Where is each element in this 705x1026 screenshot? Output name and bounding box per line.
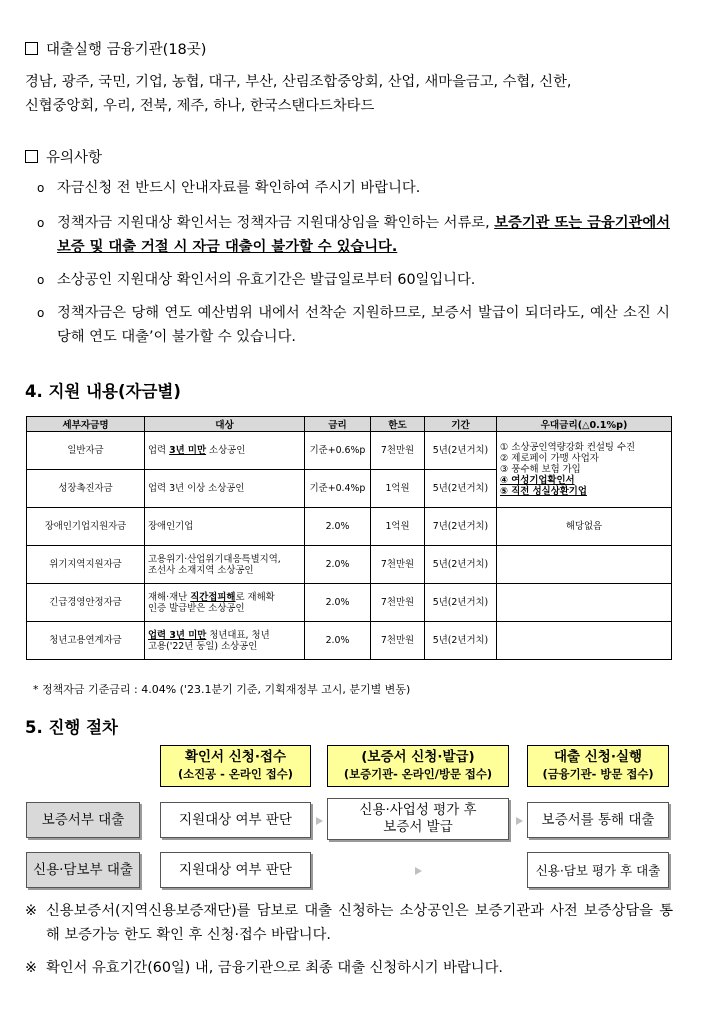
- flow-step-eligibility: 지원대상 여부 판단: [160, 852, 311, 888]
- section4-title: 4. 지원 내용(자금별): [25, 382, 181, 401]
- flow-step-credit-loan: 신용·담보 평가 후 대출: [527, 852, 669, 888]
- bullet-icon: ο: [37, 181, 45, 195]
- table-row: 성장촉진자금 업력 3년 이상 소상공인 기준+0.4%p 1억원 5년(2년거치): [27, 470, 672, 508]
- notes-heading: 유의사항: [25, 146, 102, 167]
- col-header: 세부자금명: [27, 417, 145, 432]
- preferential-rate-list: ① 소상공인역량강화 컨설팅 수진 ② 제로페이 가맹 사업자 ③ 풍수해 보험 가입 ④ 여성기업확인서 ⑤ 직전 성실상환기업: [497, 432, 672, 508]
- table-row: 위기지역지원자금 고용위기·산업위기대응특별지역, 조선사 소재지역 소상공인 2.0% 7천만원 5년(2년거치): [27, 546, 672, 584]
- table-row: 장애인기업지원자금 장애인기업 2.0% 1억원 7년(2년거치) 해당없음: [27, 508, 672, 546]
- checkbox-square-icon: [25, 42, 38, 55]
- table-row: 청년고용연계자금 업력 3년 미만 청년대표, 청년 고용('22년 동일) 소상공인 2.0% 7천만원 5년(2년거치): [27, 622, 672, 660]
- flow-label-credit-loan: 신용·담보부 대출: [26, 852, 140, 888]
- lender-list: 경남, 광주, 국민, 기업, 농협, 대구, 부산, 산림조합중앙회, 산업, 새마을금고, 수협, 신한, 신협중앙회, 우리, 전북, 제주, 하나, 한국스탠다드차타드: [25, 74, 572, 114]
- col-header: 우대금리(△0.1%p): [497, 417, 672, 432]
- note-item-2: ο 정책자금 지원대상 확인서는 정책자금 지원대상임을 확인하는 서류로, 보증기관 또는 금융기관에서 보증 및 대출 거절 시 자금 대출이 불가할 수 있습니다.: [37, 211, 670, 259]
- lenders-heading: 대출실행 금융기관(18곳): [25, 38, 206, 59]
- arrow-right-icon: [516, 817, 523, 825]
- note-item-4: ο 정책자금은 당해 연도 예산범위 내에서 선착순 지원하므로, 보증서 발급이 되더라도, 예산 소진 시 당해 연도 대출’이 불가할 수 있습니다.: [37, 301, 670, 349]
- stage-loan: 대출 신청·실행 (금융기관- 방문 접수): [527, 745, 669, 787]
- base-rate-footnote: * 정책자금 기준금리 : 4.04% ('23.1분기 기준, 기획재정부 고시, 분기별 변동): [33, 683, 411, 696]
- arrow-right-icon: [316, 817, 323, 825]
- procedure-note-2: ※ 확인서 유효기간(60일) 내, 금융기관으로 최종 대출 신청하시기 바랍니다.: [25, 960, 503, 976]
- table-row: 긴급경영안정자금 재해·재난 직간접피해로 재해확 인증 발급받은 소상공인 2.0% 7천만원 5년(2년거치): [27, 584, 672, 622]
- arrow-right-icon: [415, 867, 422, 875]
- flow-step-eligibility: 지원대상 여부 판단: [160, 802, 311, 838]
- bullet-icon: ο: [37, 216, 45, 230]
- support-table: [26, 416, 672, 660]
- bullet-icon: ο: [37, 273, 45, 287]
- col-header: 금리: [305, 417, 371, 432]
- bullet-icon: ο: [37, 306, 45, 320]
- stage-guarantee: (보증서 신청·발급) (보증기관- 온라인/방문 접수): [327, 745, 509, 787]
- table-row: 일반자금 업력 3년 미만 소상공인 기준+0.6%p 7천만원 5년(2년거치) ① 소상공인역량강화 컨설팅 수진 ② 제로페이 가맹 사업자 ③ 풍수해 보험 가입 ④ 여성기업확인서 ⑤ 직전 성실상환기업: [27, 432, 672, 470]
- col-header: 기간: [425, 417, 497, 432]
- stage-confirmation: 확인서 신청·접수 (소진공 - 온라인 접수): [160, 745, 311, 787]
- procedure-note-1: ※ 신용보증서(지역신용보증재단)를 담보로 대출 신청하는 소상공인은 보증기관과 사전 보증상담을 통해 보증가능 한도 확인 후 신청·접수 바랍니다.: [25, 903, 673, 943]
- flow-step-guarantee-issue: 신용·사업성 평가 후 보증서 발급: [327, 798, 509, 840]
- note-item-3: ο 소상공인 지원대상 확인서의 유효기간은 발급일로부터 60일입니다.: [37, 268, 670, 292]
- col-header: 대상: [145, 417, 305, 432]
- flow-step-loan-by-guarantee: 보증서를 통해 대출: [527, 802, 669, 838]
- flow-label-guaranteed-loan: 보증서부 대출: [26, 802, 140, 838]
- table-header-row: [27, 417, 672, 432]
- col-header: 한도: [371, 417, 425, 432]
- emphasis-underlined: 보증기관 또는 금융기관에서 보증 및 대출 거절 시 자금 대출이 불가할 수 있습니다.: [57, 215, 670, 255]
- section5-title: 5. 진행 절차: [25, 718, 118, 737]
- checkbox-square-icon: [25, 150, 38, 163]
- note-item-1: ο 자금신청 전 반드시 안내자료를 확인하여 주시기 바랍니다.: [37, 176, 670, 200]
